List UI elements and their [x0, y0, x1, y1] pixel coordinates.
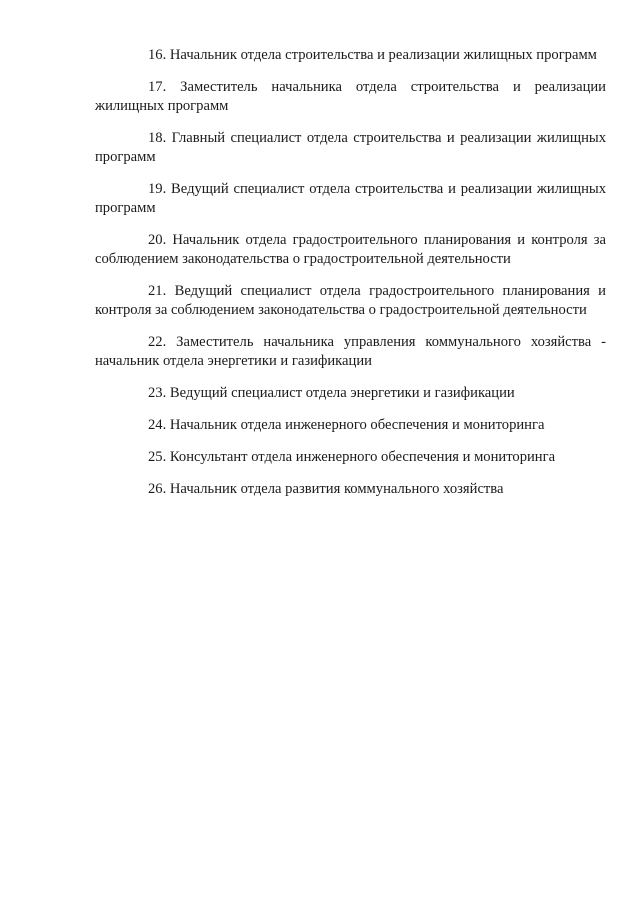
- position-list: [95, 46, 606, 512]
- list-item: 20. Начальник отдела градостроительного планирования и контроля за соблюдением законодательства о градостроительной деятельности: [95, 232, 606, 267]
- list-item: 16. Начальник отдела строительства и реализации жилищных программ: [148, 47, 597, 63]
- list-item: 21. Ведущий специалист отдела градостроительного планирования и контроля за соблюдением законодательства о градостроительной деятельности: [95, 283, 606, 318]
- list-item: 23. Ведущий специалист отдела энергетики и газификации: [148, 385, 515, 401]
- list-item: 24. Начальник отдела инженерного обеспечения и мониторинга: [148, 417, 545, 433]
- list-item: 25. Консультант отдела инженерного обеспечения и мониторинга: [148, 449, 556, 465]
- list-item: 19. Ведущий специалист отдела строительства и реализации жилищных программ: [95, 181, 606, 216]
- list-item: 26. Начальник отдела развития коммунального хозяйства: [148, 481, 504, 497]
- list-item: 22. Заместитель начальника управления коммунального хозяйства - начальник отдела энергетики и газификации: [95, 334, 606, 369]
- list-item: 17. Заместитель начальника отдела строительства и реализации жилищных программ: [95, 79, 606, 114]
- list-item: 18. Главный специалист отдела строительства и реализации жилищных программ: [95, 130, 606, 165]
